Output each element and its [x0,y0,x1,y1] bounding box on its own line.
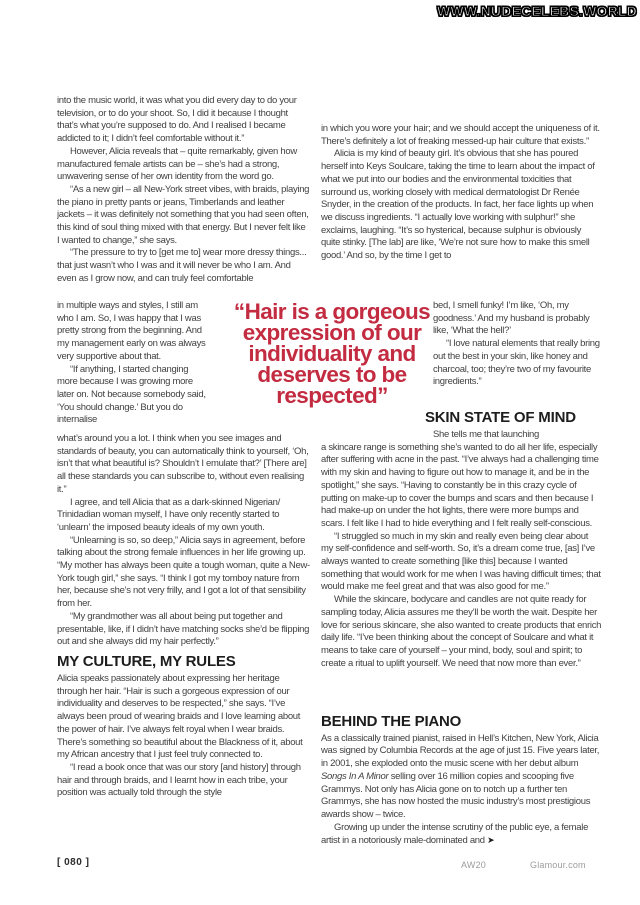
paragraph: Alicia speaks passionately about expressing her heritage through her hair. “Hair is such a gorgeous expression of our individuality and deserves to be respected,” she says. “I’ve always been proud of wearing braids and I love learning about the power of hair. I’ve always felt royal when I wear braids. There’s something so beautiful about the Blackness of it, about my African ancestry that I just feel truly connected to. [57,673,303,761]
paragraph-text: As a classically trained pianist, raised in Hell’s Kitchen, New York, Alicia was signed by Columbia Records at the age of just 15. Five years later, in 2001, she exploded onto the music scene with her debut album [321,732,600,770]
pull-quote-line: deserves to be [257,362,407,387]
paragraph: However, Alicia reveals that – quite remarkably, given how manufactured female artists can be – she’s had a strong, unwavering sense of her own identity from the word go. [57,145,297,183]
pull-quote-line: “Hair is a gorgeous [233,299,431,324]
paragraph: I agree, and tell Alicia that as a dark-skinned Nigerian/ Trinidadian woman myself, I have only recently started to ‘unlearn’ the imposed beauty ideals of my own youth. [57,496,280,533]
right-text-block-2 [321,442,602,708]
paragraph [321,733,602,822]
issue-label: AW20 [461,860,486,870]
paragraph: “As a new girl – all New-York street vibes, with braids, playing the piano in pretty pants or jeans, Timberlands and leather jackets – it was definitely not something that you had seen often, this kind of soul thing mixed with that energy. But I never felt like I wanted to change,” she says. [57,183,310,246]
paragraph: While the skincare, bodycare and candles are not quite ready for sampling today, Alicia assures me they’ll be worth the wait. Despite her love for serious skincare, she also wanted to create products that enrich daily life. “I’ve been thinking about the concept of Soulcare and what it means to take care of yourself – your mind, body, soul and spirit; to create a ritual to uplift yourself. We need that now more than ever.” [321,594,602,669]
paragraph: into the music world, it was what you did every day to do your television, or to do your shoot. So, I did it because I thought that’s what you’re supposed to do. And I realised I became addicted to it; I didn’t feel comfortable without it.” [57,95,297,145]
right-text-block-1 [321,123,602,300]
pull-quote-line: expression of our [242,320,422,345]
left-text-block-3 [57,673,310,800]
paragraph-text: Growing up under the intense scrutiny of the public eye, a female artist in a notoriously male-dominated and [321,821,589,847]
paragraph: “Unlearning is so, so deep,” Alicia says in agreement, before talking about the strong female influences in her life growing up. “My mother has always been quite a tough woman, quite a New-York tough girl,” she says. “I think I got my tomboy nature from her, because she’s not very frilly, and I got a lot of that sensibility from her. [57,534,310,610]
right-column [321,123,602,848]
left-column [57,95,310,800]
paragraph: “I read a book once that was our story [and history] through hair and through braids, and I learnt how in each tribe, your position was actually told through the style [57,761,301,799]
paragraph: “My grandmother was all about being put together and presentable, like, if I didn’t have matching socks she’d be flipping out and she always did my hair perfectly.” [57,610,310,648]
paragraph: “I love natural elements that really bring out the best in your skin, like honey and charcoal, too; they’re two of my favourite ingredients.” [433,338,600,388]
paragraph: “If anything, I started changing more because I was growing more later on. Not because somebody said, ‘You should change.’ But you do internalise [57,363,206,426]
paragraph: bed, I smell funky! I’m like, ‘Oh, my goodness.’ And my husband is probably like, ‘What the hell?’ [433,300,590,337]
pull-quote-line: respected” [276,383,388,408]
watermark-text: WWW.NUDECELEBS.WORLD [437,3,637,19]
paragraph: what’s around you a lot. I think when you see images and standards of beauty, you can automatically think to yourself, ‘Oh, isn’t that what beautiful is? Shouldn’t I emulate that?’ [There are] all these standards you can subscribe to, without even realising it.” [57,433,309,495]
left-text-block-2 [57,433,310,648]
paragraph-lead: She tells me that launching [433,429,539,440]
album-title: Songs In A Minor [321,770,389,782]
paragraph [321,822,602,848]
left-text-block-narrow [57,300,209,433]
right-text-block-narrow [433,300,602,404]
section-heading-my-culture: MY CULTURE, MY RULES [57,653,236,670]
continuation-arrow-icon: ➤ [487,835,495,846]
right-text-block-3 [321,733,602,848]
paragraph: a skincare range is something she’s wanted to do all her life, especially after suffering with acne in the past. “I’ve always had a challenging time with my skin and having to figure out how to manage it, and be in the spotlight,” she says. “Having to constantly be in this crazy cycle of putting on make-up to cover the bumps and scars and then because I had make-up on under the hot lights, there were more bumps and scars. I felt like I had to hide everything and I felt really self-conscious. [321,441,599,529]
section-heading-skin-state: SKIN STATE OF MIND [425,409,576,426]
site-label: Glamour.com [530,860,586,870]
page-number: [ 080 ] [57,857,90,868]
paragraph: “I struggled so much in my skin and really even being clear about my self-confidence and self-worth. So, it’s a dream come true, [as] I’ve always wanted to create something [like this] because I wanted something that would work for me when I was having difficult times; that would make me feel great and that was also good for me.” [321,530,601,593]
paragraph: “The pressure to try to [get me to] wear more dressy things... that just wasn’t who I was and it will never be who I am. And even as I grow now, and can truly feel comfortable [57,247,307,284]
pull-quote-line: individuality and [248,341,416,366]
paragraph: in multiple ways and styles, I still am who I am. So, I was happy that I was pretty strong from the beginning. And my management early on was always very supportive about that. [57,300,206,362]
section-heading-behind-piano: BEHIND THE PIANO [321,712,462,730]
paragraph: Alicia is my kind of beauty girl. It’s obvious that she has poured herself into Keys Soulcare, taking the time to learn about the impact of what we put into our bodies and the environmental toxicities that surround us, working closely with medical dermatologist Dr Renée Snyder, in the creation of the products. In fact, her face lights up when we discuss ingredients. “I actually love working with sulphur!” she exclaims, laughing. “It’s so hysterical, because sulphur is obviously quite stinky. [The lab] are like, ‘We’re not sure how to make this smell good.’ And so, by the time I get to [321,148,595,262]
left-text-block-1 [57,95,310,300]
paragraph: in which you wore your hair; and we should accept the uniqueness of it. There’s definitely a lot of freaking messed-up hair culture that exists.” [321,123,600,147]
paragraph-text: selling over 16 million copies and scooping five Grammys. Not only has Alicia gone on to notch up a further ten Grammys, she has now hosted the music industry’s most prestigious awards show – twice. [321,770,591,820]
